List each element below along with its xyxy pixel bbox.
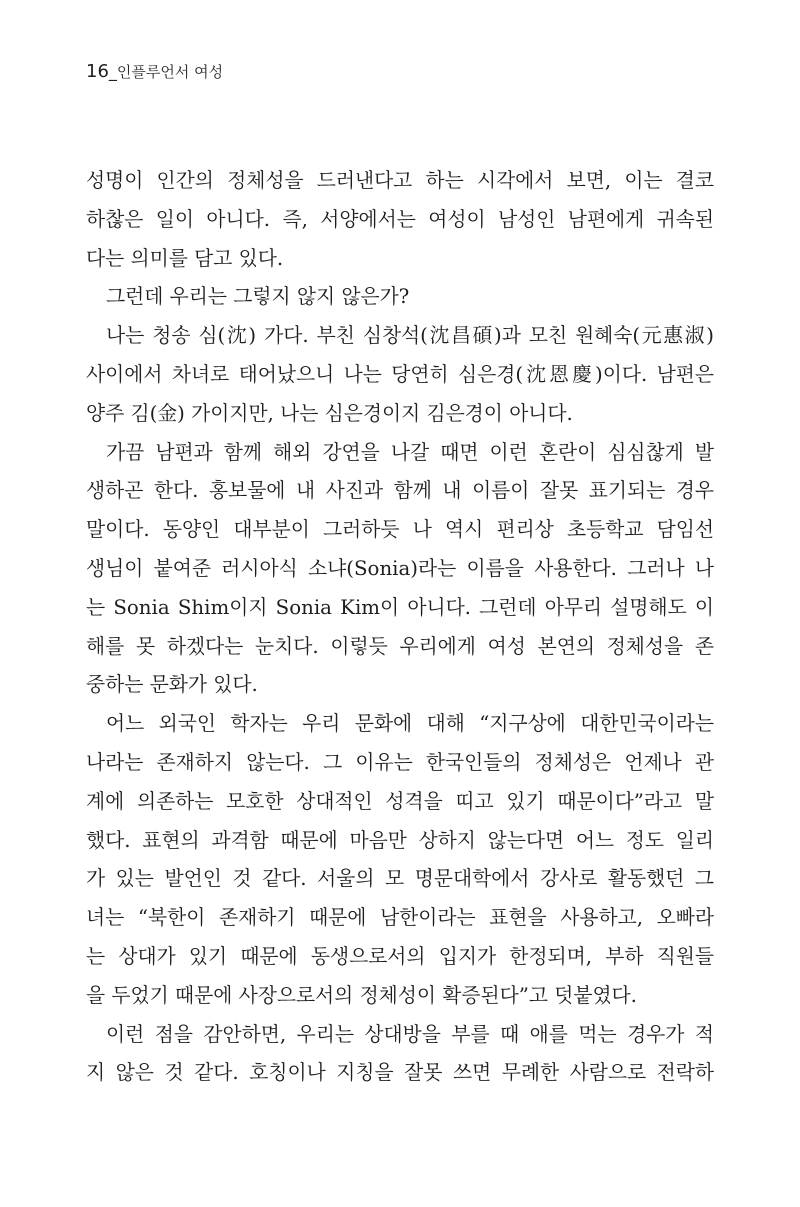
text-line: 생님이 붙여준 러시아식 소냐(Sonia)라는 이름을 사용한다. 그러나 나 <box>86 556 714 580</box>
text-line: 녀는 “북한이 존재하기 때문에 남한이라는 표현을 사용하고, 오빠라 <box>86 906 714 930</box>
text-line: 가끔 남편과 함께 해외 강연을 나갈 때면 이런 혼란이 심심찮게 발 <box>106 440 714 464</box>
text-line: 나는 청송 심(沈) 가다. 부친 심창석(沈昌碩)과 모친 원혜숙(元惠淑) <box>106 324 714 348</box>
text-line: 는 상대가 있기 때문에 동생으로서의 입지가 한정되며, 부하 직원들 <box>86 944 714 968</box>
text-line: 어느 외국인 학자는 우리 문화에 대해 “지구상에 대한민국이라는 <box>106 712 714 736</box>
text-line: 계에 의존하는 모호한 상대적인 성격을 띠고 있기 때문이다”라고 말 <box>86 789 714 813</box>
text-line: 중하는 문화가 있다. <box>86 673 258 697</box>
text-line: 다는 의미를 담고 있다. <box>86 246 284 270</box>
text-line: 성명이 인간의 정체성을 드러낸다고 하는 시각에서 보면, 이는 결코 <box>86 169 714 192</box>
body-text <box>86 162 714 1093</box>
text-line: 해를 못 하겠다는 눈치다. 이렇듯 우리에게 여성 본연의 정체성을 존 <box>86 634 714 658</box>
running-title: 인플루언서 여성 <box>116 63 224 81</box>
text-line: 말이다. 동양인 대부분이 그러하듯 나 역시 편리상 초등학교 담임선 <box>86 518 714 542</box>
text-line: 사이에서 차녀로 태어났으니 나는 당연히 심은경(沈恩慶)이다. 남편은 <box>86 362 714 386</box>
header-separator: _ <box>108 62 117 81</box>
text-line: 지 않은 것 같다. 호칭이나 지칭을 잘못 쓰면 무례한 사람으로 전락하 <box>86 1061 714 1085</box>
text-line: 가 있는 발언인 것 같다. 서울의 모 명문대학에서 강사로 활동했던 그 <box>86 867 714 891</box>
page-number: 16 <box>86 61 109 82</box>
text-line: 했다. 표현의 과격함 때문에 마음만 상하지 않는다면 어느 정도 일리 <box>86 828 714 852</box>
text-line: 을 두었기 때문에 사장으로서의 정체성이 확증된다”고 덧붙였다. <box>86 983 637 1007</box>
text-line: 생하곤 한다. 홍보물에 내 사진과 함께 내 이름이 잘못 표기되는 경우 <box>86 479 714 503</box>
text-line: 는 Sonia Shim이지 Sonia Kim이 아니다. 그런데 아무리 설명해도 이 <box>86 595 714 619</box>
running-header <box>86 60 223 84</box>
text-line: 이런 점을 감안하면, 우리는 상대방을 부를 때 애를 먹는 경우가 적 <box>106 1022 714 1046</box>
text-line: 그런데 우리는 그렇지 않지 않은가? <box>106 285 410 309</box>
text-line: 나라는 존재하지 않는다. 그 이유는 한국인들의 정체성은 언제나 관 <box>86 750 714 774</box>
text-line: 하찮은 일이 아니다. 즉, 서양에서는 여성이 남성인 남편에게 귀속된 <box>86 207 714 231</box>
text-line: 양주 김(金) 가이지만, 나는 심은경이지 김은경이 아니다. <box>86 401 573 425</box>
